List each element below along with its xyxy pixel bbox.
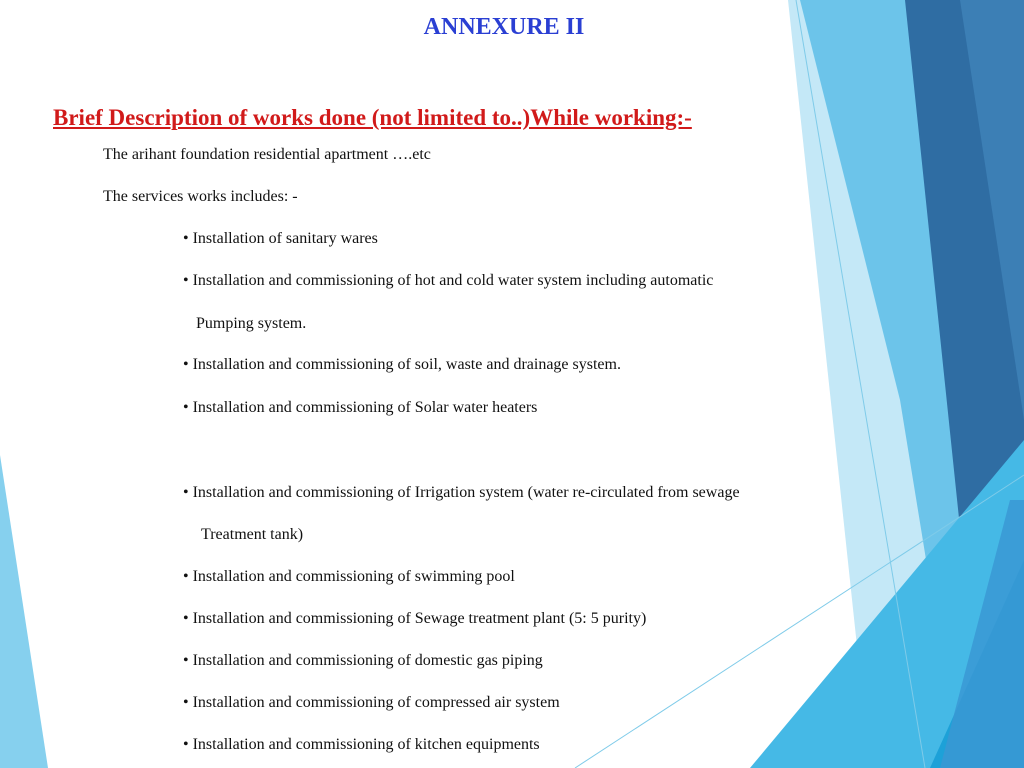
list-item: • Installation and commissioning of Solar water heaters [183, 399, 538, 416]
services-heading: The services works includes: - [103, 188, 298, 205]
project-intro: The arihant foundation residential apartment ….etc [103, 146, 431, 163]
slide-title: ANNEXURE II [423, 14, 585, 40]
list-item: • Installation and commissioning of compressed air system [183, 694, 560, 711]
list-item: • Installation and commissioning of Sewage treatment plant (5: 5 purity) [183, 610, 647, 627]
list-item: • Installation and commissioning of kitchen equipments [183, 736, 540, 753]
section-heading: Brief Description of works done (not limited to..)While working:- [53, 105, 692, 130]
list-item-continuation: Pumping system. [196, 315, 307, 332]
list-item-continuation: Treatment tank) [201, 526, 304, 543]
list-item: • Installation of sanitary wares [183, 230, 378, 247]
list-item: • Installation and commissioning of hot and cold water system including automatic [183, 272, 714, 289]
list-item: • Installation and commissioning of Irrigation system (water re-circulated from sewage [183, 484, 740, 501]
list-item: • Installation and commissioning of swimming pool [183, 568, 515, 585]
list-item: • Installation and commissioning of soil, waste and drainage system. [183, 356, 621, 373]
list-item: • Installation and commissioning of domestic gas piping [183, 652, 543, 669]
